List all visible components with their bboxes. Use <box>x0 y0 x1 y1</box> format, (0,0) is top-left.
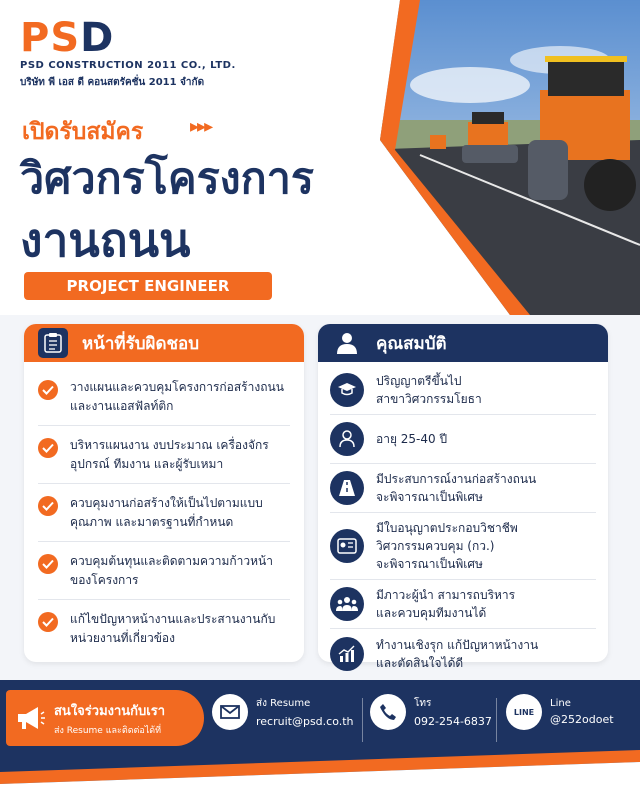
duty-item: ควบคุมต้นทุนและติดตามความก้าวหน้า ของโครงการ <box>38 542 290 600</box>
duty-item: แก้ไขปัญหาหน้างานและประสานงานกับ หน่วยงานที่เกี่ยวข้อง <box>38 600 290 657</box>
duty-item: ควบคุมงานก่อสร้างให้เป็นไปตามแบบ คุณภาพ และมาตรฐานที่กำหนด <box>38 484 290 542</box>
check-icon <box>38 380 58 400</box>
arrows-icon: ▸▸▸ <box>190 116 212 137</box>
email-address[interactable]: recruit@psd.co.th <box>256 715 354 728</box>
line-id[interactable]: @252odoet <box>550 713 614 726</box>
qualification-item: มีใบอนุญาตประกอบวิชาชีพ วิศวกรรมควบคุม (กว.) จะพิจารณาเป็นพิเศษ <box>330 513 596 580</box>
qualification-item: มีประสบการณ์งานก่อสร้างถนน จะพิจารณาเป็นพิเศษ <box>330 464 596 513</box>
qualifications-card <box>318 324 608 670</box>
qualifications-title: คุณสมบัติ <box>376 333 447 354</box>
job-title-line1: วิศวกรโครงการ <box>20 154 314 204</box>
divider <box>362 698 363 742</box>
growth-chart-icon <box>330 637 364 671</box>
divider <box>496 698 497 742</box>
check-icon <box>38 554 58 574</box>
qualifications-header <box>318 324 608 362</box>
cta-sub-text: ส่ง Resume และติดต่อได้ที่ <box>54 725 162 736</box>
company-name-en: PSD CONSTRUCTION 2011 CO., LTD. <box>20 60 236 71</box>
check-icon <box>38 496 58 516</box>
qualification-item: มีภาวะผู้นำ สามารถบริหาร และควบคุมทีมงานได้ <box>330 580 596 629</box>
phone-contact[interactable] <box>370 694 492 730</box>
job-title-line2: งานถนน <box>20 213 191 267</box>
clipboard-icon <box>38 328 68 358</box>
duties-header <box>24 324 304 362</box>
graduation-cap-icon <box>330 373 364 407</box>
phone-label: โทร <box>414 698 432 709</box>
qualification-item: ปริญญาตรีขึ้นไป สาขาวิศวกรรมโยธา <box>330 366 596 415</box>
qualification-item: อายุ 25-40 ปี <box>330 415 596 464</box>
company-name-th: บริษัท พี เอส ดี คอนสตรัคชั่น 2011 จำกัด <box>20 77 205 88</box>
team-icon <box>330 587 364 621</box>
cta-banner <box>6 690 204 746</box>
position-badge: PROJECT ENGINEER <box>24 272 272 300</box>
duty-item: บริหารแผนงาน งบประมาณ เครื่องจักร อุปกรณ์ ทีมงาน และผู้รับเหมา <box>38 426 290 484</box>
duties-title: หน้าที่รับผิดชอบ <box>82 333 200 354</box>
open-recruitment-label: เปิดรับสมัคร <box>22 119 144 145</box>
license-card-icon <box>330 529 364 563</box>
check-icon <box>38 612 58 632</box>
qualification-item: ทำงานเชิงรุก แก้ปัญหาหน้างาน และตัดสินใจได้ดี <box>330 629 596 678</box>
person-icon <box>332 328 362 358</box>
line-contact[interactable] <box>506 694 614 730</box>
megaphone-icon <box>14 702 46 734</box>
hero-section <box>0 0 640 315</box>
envelope-icon <box>212 694 248 730</box>
check-icon <box>38 438 58 458</box>
company-logo-block <box>20 15 236 90</box>
person-icon <box>330 422 364 456</box>
road-icon <box>330 471 364 505</box>
phone-number[interactable]: 092-254-6837 <box>414 715 492 728</box>
line-label: Line <box>550 698 571 709</box>
email-contact[interactable] <box>212 694 354 730</box>
duties-card <box>24 324 304 662</box>
cta-main-text: สนใจร่วมงานกับเรา <box>54 703 166 719</box>
line-app-icon: LINE <box>506 694 542 730</box>
psd-logo: PSD <box>20 15 115 61</box>
email-label: ส่ง Resume <box>256 698 311 709</box>
duty-item: วางแผนและควบคุมโครงการก่อสร้างถนน และงานแอสฟัลท์ติก <box>38 368 290 426</box>
contact-footer <box>0 680 640 800</box>
phone-icon <box>370 694 406 730</box>
